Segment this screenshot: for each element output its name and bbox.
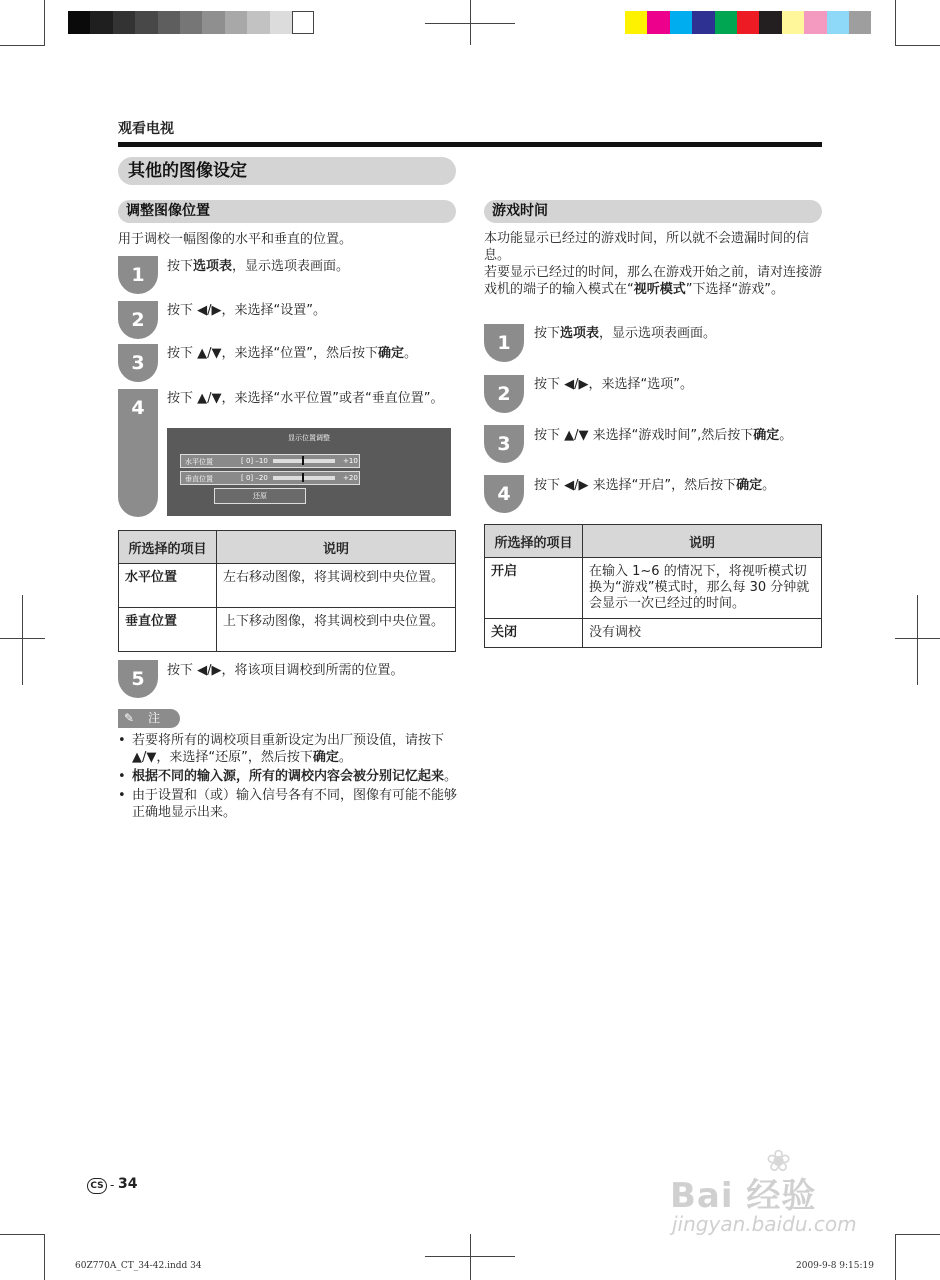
table-cell-desc: 在输入 1~6 的情况下，将视听模式切换为“游戏”模式时，那么每 30 分钟就会显示一次已经过的时间。 xyxy=(583,558,822,619)
pencil-icon: ✎ xyxy=(124,711,135,725)
table-cell-item: 关闭 xyxy=(485,619,583,648)
watermark-url: jingyan.baidu.com xyxy=(672,1212,857,1236)
step-number: 2 xyxy=(484,375,524,413)
step-number: 1 xyxy=(484,324,524,362)
osd-row-range: [ 0] –10 xyxy=(241,457,268,465)
step-text: 按下 ▲/▼ 来选择“游戏时间”,然后按下确定。 xyxy=(534,428,793,443)
gray-swatch xyxy=(180,11,202,34)
gray-swatch xyxy=(202,11,224,34)
gray-swatch xyxy=(247,11,269,34)
step-text: 按下选项表，显示选项表画面。 xyxy=(167,259,350,274)
page-title: 其他的图像设定 xyxy=(118,157,456,185)
table-row xyxy=(485,558,822,619)
right-settings-table xyxy=(484,524,822,648)
color-swatch xyxy=(715,11,737,34)
osd-row-range: [ 0] –20 xyxy=(241,474,268,482)
list-item: • 根据不同的输入源，所有的调校内容会被分别记忆起来。 xyxy=(118,768,458,785)
gray-swatch xyxy=(135,11,157,34)
step-number: 4 xyxy=(118,389,158,517)
header-rule xyxy=(118,142,822,147)
color-swatch xyxy=(670,11,692,34)
table-cell-item: 水平位置 xyxy=(119,564,217,608)
crop-mark xyxy=(895,45,940,46)
crop-mark xyxy=(0,45,45,46)
right-intro-1: 本功能显示已经过的游戏时间，所以就不会遗漏时间的信息。 xyxy=(484,231,810,263)
color-swatch xyxy=(647,11,669,34)
osd-slider-track xyxy=(273,476,335,480)
gray-swatch xyxy=(270,11,292,34)
color-swatch xyxy=(782,11,804,34)
gray-swatch xyxy=(158,11,180,34)
color-swatch xyxy=(849,11,871,34)
left-intro: 用于调校一幅图像的水平和垂直的位置。 xyxy=(118,232,353,247)
crop-mark xyxy=(895,1234,940,1235)
table-header: 所选择的项目 xyxy=(485,525,583,558)
step-number: 1 xyxy=(118,256,158,294)
table-cell-desc: 没有调校 xyxy=(583,619,822,648)
osd-title: 显示位置调整 xyxy=(288,434,330,442)
color-swatch xyxy=(692,11,714,34)
osd-slider-track xyxy=(273,459,335,463)
crop-mark xyxy=(895,0,896,45)
crop-mark xyxy=(895,1234,896,1280)
table-cell-desc: 左右移动图像，将其调校到中央位置。 xyxy=(217,564,456,608)
table-row xyxy=(119,564,456,608)
watermark-brand: Bai 经验 xyxy=(670,1176,817,1216)
osd-row-label: 水平位置 xyxy=(185,458,213,466)
step-number: 3 xyxy=(118,344,158,382)
left-settings-table xyxy=(118,530,456,652)
crop-mark xyxy=(22,595,23,685)
list-item: • 由于设置和（或）输入信号各有不同，图像有可能不能够正确地显示出来。 xyxy=(118,787,458,821)
table-row xyxy=(485,619,822,648)
gray-swatch xyxy=(68,11,90,34)
table-header: 所选择的项目 xyxy=(119,531,217,564)
osd-row-max: +20 xyxy=(343,474,358,482)
osd-row-label: 垂直位置 xyxy=(185,475,213,483)
step-text: 按下 ▲/▼，来选择“水平位置”或者“垂直位置”。 xyxy=(167,391,444,406)
step-number: 2 xyxy=(118,301,158,339)
step-text: 按下 ◀/▶，来选择“选项”。 xyxy=(534,377,693,392)
gray-swatch xyxy=(90,11,112,34)
baidu-watermark xyxy=(668,1144,898,1240)
osd-row-max: +10 xyxy=(343,457,358,465)
color-swatch xyxy=(737,11,759,34)
color-swatch xyxy=(804,11,826,34)
date-info: 2009-9-8 9:15:19 xyxy=(796,1261,874,1271)
osd-reset-button[interactable]: 还原 xyxy=(214,488,306,504)
step-text: 按下 ◀/▶，来选择“设置”。 xyxy=(167,303,326,318)
table-cell-item: 开启 xyxy=(485,558,583,619)
notes-list xyxy=(118,732,458,823)
table-row xyxy=(119,608,456,652)
step-number: 3 xyxy=(484,425,524,463)
step-number: 4 xyxy=(484,475,524,513)
crop-mark xyxy=(44,1234,45,1280)
color-swatch xyxy=(827,11,849,34)
color-swatch xyxy=(625,11,647,34)
osd-slider-knob xyxy=(302,456,304,465)
table-header: 说明 xyxy=(217,531,456,564)
step-text: 按下选项表，显示选项表画面。 xyxy=(534,326,717,341)
step-text: 按下 ▲/▼，来选择“位置”，然后按下确定。 xyxy=(167,346,418,361)
step-text: 按下 ◀/▶ 来选择“开启”，然后按下确定。 xyxy=(534,478,776,493)
language-badge: CS xyxy=(87,1178,107,1194)
section-header: 观看电视 xyxy=(118,121,174,137)
page-number: 34 xyxy=(118,1176,138,1192)
color-swatch xyxy=(759,11,781,34)
note-badge xyxy=(118,709,180,728)
paw-icon: ❀ xyxy=(766,1144,792,1179)
table-cell-desc: 上下移动图像，将其调校到中央位置。 xyxy=(217,608,456,652)
osd-row-horizontal[interactable] xyxy=(180,454,360,468)
step-text: 按下 ◀/▶，将该项目调校到所需的位置。 xyxy=(167,663,404,678)
crop-mark xyxy=(470,1234,471,1280)
gray-swatch xyxy=(225,11,247,34)
footer-dash: - xyxy=(110,1178,115,1192)
gray-swatch xyxy=(292,11,314,34)
note-label: 注 xyxy=(148,711,161,725)
table-header: 说明 xyxy=(583,525,822,558)
left-section-heading: 调整图像位置 xyxy=(118,200,456,223)
step-number: 5 xyxy=(118,660,158,698)
file-info: 60Z770A_CT_34-42.indd 34 xyxy=(75,1261,202,1271)
osd-position-adjust-menu xyxy=(167,428,451,516)
osd-row-vertical[interactable] xyxy=(180,471,360,485)
list-item: • 若要将所有的调校项目重新设定为出厂预设值，请按下 ▲/▼，来选择“还原”，然后按下确定。 xyxy=(118,732,458,766)
table-cell-item: 垂直位置 xyxy=(119,608,217,652)
crop-mark xyxy=(470,0,471,45)
osd-slider-knob xyxy=(302,473,304,482)
right-intro-2: 若要显示已经过的时间，那么在游戏开始之前，请对连接游戏机的端子的输入模式在“视听模式”下选择“游戏”。 xyxy=(484,265,823,297)
crop-mark xyxy=(44,0,45,45)
crop-mark xyxy=(0,1234,45,1235)
gray-swatch xyxy=(113,11,135,34)
crop-mark xyxy=(917,595,918,685)
right-section-heading: 游戏时间 xyxy=(484,200,822,223)
